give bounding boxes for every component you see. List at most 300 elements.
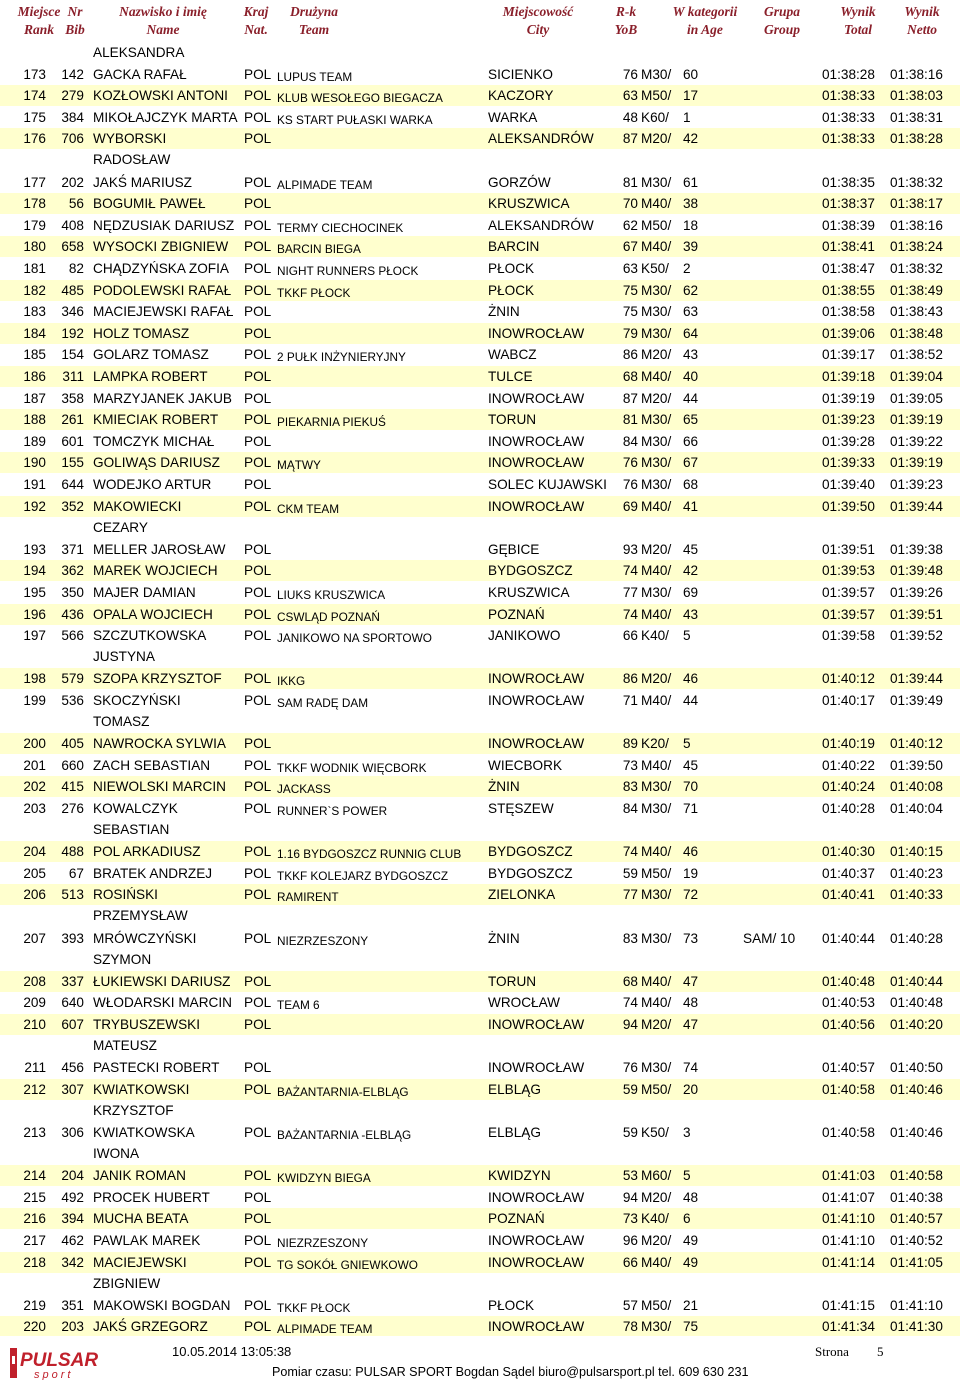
cell-yob: 93 bbox=[622, 541, 638, 557]
cell-netto: 01:39:38 bbox=[890, 541, 943, 557]
cell-name-line2: CEZARY bbox=[93, 519, 148, 535]
cell-total: 01:40:56 bbox=[822, 1017, 875, 1032]
cell-place: 49 bbox=[683, 1233, 699, 1248]
cell-team: TERMY CIECHOCINEK bbox=[277, 220, 404, 235]
cell-yob: 96 bbox=[622, 1233, 638, 1248]
cell-city: INOWROCŁAW bbox=[488, 1017, 585, 1032]
cell-bib: 660 bbox=[61, 757, 84, 773]
cell-bib: 346 bbox=[61, 304, 84, 320]
cell-city: KWIDZYN bbox=[488, 1168, 551, 1184]
cell-rank: 219 bbox=[23, 1297, 46, 1313]
page-footer bbox=[0, 1336, 960, 1384]
page-label: Strona bbox=[815, 1344, 849, 1359]
cell-team: RAMIRENT bbox=[277, 890, 339, 905]
cell-city: INOWROCŁAW bbox=[488, 1233, 585, 1248]
cell-netto: 01:39:26 bbox=[890, 585, 943, 600]
cell-yob: 89 bbox=[622, 736, 638, 752]
cell-total: 01:38:35 bbox=[822, 174, 875, 190]
cell-city: ELBLĄG bbox=[488, 1125, 541, 1140]
cell-name: PAWLAK MAREK bbox=[93, 1233, 201, 1248]
cell-nat: POL bbox=[244, 369, 272, 384]
cell-total: 01:38:41 bbox=[822, 239, 875, 255]
cell-nat: POL bbox=[244, 88, 272, 104]
cell-yob: 73 bbox=[622, 757, 638, 773]
cell-name: SKOCZYŃSKI bbox=[93, 693, 181, 708]
cell-bib: 488 bbox=[61, 844, 84, 860]
cell-nat: POL bbox=[244, 196, 272, 212]
cell-rank: 194 bbox=[23, 563, 46, 579]
cell-team: BAŻANTARNIA-ELBLĄG bbox=[277, 1084, 409, 1099]
cell-place: 21 bbox=[683, 1297, 699, 1313]
cell-bib: 342 bbox=[61, 1254, 84, 1270]
cell-name: TRYBUSZEWSKI bbox=[93, 1017, 201, 1032]
cell-rank: 207 bbox=[23, 930, 46, 946]
cell-team: ALPIMADE TEAM bbox=[277, 1322, 373, 1337]
cell-bib: 566 bbox=[61, 628, 84, 644]
cell-netto: 01:38:52 bbox=[890, 347, 943, 363]
print-datetime: 10.05.2014 13:05:38 bbox=[172, 1344, 292, 1359]
pulsar-logo-icon bbox=[10, 1346, 112, 1380]
cell-total: 01:39:50 bbox=[822, 498, 875, 514]
cell-yob: 94 bbox=[622, 1189, 638, 1205]
cell-name-line2: ZBIGNIEW bbox=[93, 1275, 161, 1291]
cell-group: SAM/ 10 bbox=[743, 930, 796, 946]
cell-cat: K40/ bbox=[641, 1211, 669, 1227]
cell-nat: POL bbox=[244, 261, 272, 276]
cell-cat: M40/ bbox=[641, 369, 672, 384]
cell-total: 01:38:47 bbox=[822, 261, 875, 276]
cell-place: 49 bbox=[683, 1254, 699, 1270]
cell-total: 01:40:28 bbox=[822, 801, 875, 816]
cell-team: NIGHT RUNNERS PŁOCK bbox=[277, 264, 419, 278]
cell-cat: M30/ bbox=[641, 325, 672, 341]
cell-name: SZOPA KRZYSZTOF bbox=[93, 671, 222, 687]
cell-total: 01:39:18 bbox=[822, 369, 875, 384]
cell-yob: 76 bbox=[622, 66, 638, 82]
cell-team: LUPUS TEAM bbox=[277, 69, 353, 84]
cell-place: 46 bbox=[683, 671, 699, 687]
cell-name: KWIATKOWSKI bbox=[93, 1081, 190, 1097]
cell-place: 69 bbox=[683, 585, 699, 600]
cell-team: JACKASS bbox=[277, 782, 331, 797]
cell-nat: POL bbox=[244, 1233, 272, 1248]
cell-team: 1.16 BYDGOSZCZ RUNNIG CLUB bbox=[277, 847, 462, 862]
cell-netto: 01:40:38 bbox=[890, 1189, 943, 1205]
cell-city: ZIELONKA bbox=[488, 887, 556, 903]
cell-bib: 456 bbox=[61, 1060, 84, 1076]
cell-name: OPALA WOJCIECH bbox=[93, 606, 213, 622]
cell-rank: 204 bbox=[23, 844, 46, 860]
cell-netto: 01:38:32 bbox=[890, 174, 943, 190]
cell-name: SZCZUTKOWSKA bbox=[93, 628, 207, 644]
cell-cat: M20/ bbox=[641, 671, 672, 687]
cell-name: MELLER JAROSŁAW bbox=[93, 541, 226, 557]
cell-team: TG SOKÓŁ GNIEWKOWO bbox=[277, 1257, 418, 1272]
cell-place: 70 bbox=[683, 779, 699, 795]
cell-netto: 01:38:24 bbox=[890, 239, 943, 255]
cell-name-line2: RADOSŁAW bbox=[93, 152, 171, 168]
cell-name: GOLIWĄS DARIUSZ bbox=[93, 455, 220, 471]
cell-total: 01:41:07 bbox=[822, 1189, 875, 1205]
cell-name: PODOLEWSKI RAFAŁ bbox=[93, 282, 232, 298]
cell-name: POL ARKADIUSZ bbox=[93, 844, 201, 860]
cell-rank: 185 bbox=[23, 347, 46, 363]
cell-netto: 01:40:44 bbox=[890, 973, 943, 989]
cell-team: TKKF KOLEJARZ BYDGOSZCZ bbox=[277, 868, 449, 883]
cell-city: ELBLĄG bbox=[488, 1081, 541, 1097]
cell-nat: POL bbox=[244, 606, 272, 622]
cell-name: NĘDZUSIAK DARIUSZ bbox=[93, 217, 235, 233]
cell-city: BARCIN bbox=[488, 239, 540, 255]
cell-nat: POL bbox=[244, 1125, 272, 1140]
cell-bib: 82 bbox=[68, 261, 84, 276]
cell-nat: POL bbox=[244, 412, 272, 428]
cell-bib: 351 bbox=[61, 1297, 84, 1313]
cell-rank: 190 bbox=[23, 455, 46, 471]
cell-name: WYBORSKI bbox=[93, 131, 167, 147]
cell-total: 01:40:53 bbox=[822, 995, 875, 1011]
cell-rank: 218 bbox=[23, 1254, 46, 1270]
cell-nat: POL bbox=[244, 887, 272, 903]
cell-nat: POL bbox=[244, 541, 272, 557]
cell-total: 01:40:37 bbox=[822, 865, 875, 881]
cell-name: MRÓWCZYŃSKI bbox=[93, 930, 197, 946]
cell-bib: 415 bbox=[61, 779, 84, 795]
cell-city: KRUSZWICA bbox=[488, 585, 570, 600]
cell-netto: 01:40:04 bbox=[890, 801, 943, 816]
cell-yob: 62 bbox=[622, 217, 638, 233]
cell-rank: 191 bbox=[23, 477, 46, 492]
cell-city: INOWROCŁAW bbox=[488, 1189, 585, 1205]
cell-bib: 67 bbox=[68, 865, 84, 881]
cell-place: 63 bbox=[683, 304, 699, 320]
cell-netto: 01:38:43 bbox=[890, 304, 943, 320]
cell-yob: 83 bbox=[622, 930, 638, 946]
cell-yob: 81 bbox=[622, 412, 638, 428]
cell-netto: 01:39:48 bbox=[890, 563, 943, 579]
cell-total: 01:41:15 bbox=[822, 1297, 875, 1313]
cell-yob: 59 bbox=[622, 1081, 638, 1097]
cell-name: JAKŚ MARIUSZ bbox=[93, 174, 192, 190]
cell-place: 60 bbox=[683, 66, 699, 82]
cell-bib: 155 bbox=[61, 455, 84, 471]
cell-team: NIEZRZESZONY bbox=[277, 1236, 369, 1250]
cell-nat: POL bbox=[244, 131, 272, 147]
cell-rank: 217 bbox=[23, 1233, 46, 1248]
cell-yob: 81 bbox=[622, 174, 638, 190]
cell-name-line2: PRZEMYSŁAW bbox=[93, 908, 188, 924]
cell-team: TKKF PŁOCK bbox=[277, 285, 351, 300]
cell-yob: 66 bbox=[622, 1254, 638, 1270]
cell-yob: 79 bbox=[622, 325, 638, 341]
cell-name: JAKŚ GRZEGORZ bbox=[93, 1319, 208, 1335]
cell-place: 5 bbox=[683, 1168, 691, 1184]
cell-city: SICIENKO bbox=[488, 66, 553, 82]
cell-city: INOWROCŁAW bbox=[488, 736, 585, 752]
cell-bib: 142 bbox=[61, 66, 84, 82]
cell-city: ALEKSANDRÓW bbox=[488, 217, 594, 233]
cell-team: LIUKS KRUSZWICA bbox=[277, 588, 386, 602]
cell-total: 01:41:03 bbox=[822, 1168, 875, 1184]
cell-nat: POL bbox=[244, 563, 272, 579]
cell-rank: 215 bbox=[23, 1189, 46, 1205]
cell-netto: 01:41:30 bbox=[890, 1319, 943, 1335]
cell-yob: 70 bbox=[622, 196, 638, 212]
cell-nat: POL bbox=[244, 239, 272, 255]
cell-place: 48 bbox=[683, 1189, 699, 1205]
cell-netto: 01:39:19 bbox=[890, 412, 943, 428]
cell-rank: 195 bbox=[23, 585, 46, 600]
table-header bbox=[0, 0, 960, 42]
cell-name: PROCEK HUBERT bbox=[93, 1189, 210, 1205]
cell-total: 01:38:33 bbox=[822, 109, 875, 125]
cell-name: ZACH SEBASTIAN bbox=[93, 757, 211, 773]
cell-place: 73 bbox=[683, 930, 699, 946]
cell-rank: 186 bbox=[23, 369, 46, 384]
cell-cat: K50/ bbox=[641, 1125, 669, 1140]
cell-cat: M40/ bbox=[641, 844, 672, 860]
cell-rank: 196 bbox=[23, 606, 46, 622]
cell-cat: M40/ bbox=[641, 498, 672, 514]
cell-cat: M30/ bbox=[641, 433, 672, 449]
cell-cat: M20/ bbox=[641, 1017, 672, 1032]
cell-place: 72 bbox=[683, 887, 699, 903]
timing-info: Pomiar czasu: PULSAR SPORT Bogdan Sądel biuro@pulsarsport.pl tel. 609 630 231 bbox=[272, 1365, 749, 1379]
cell-name: MIKOŁAJCZYK MARTA bbox=[93, 109, 238, 125]
cell-bib: 405 bbox=[61, 736, 84, 752]
cell-total: 01:39:57 bbox=[822, 606, 875, 622]
cell-yob: 87 bbox=[622, 131, 638, 147]
cell-nat: POL bbox=[244, 736, 272, 752]
cell-total: 01:41:34 bbox=[822, 1319, 875, 1335]
cell-team: KLUB WESOŁEGO BIEGACZA bbox=[277, 91, 443, 106]
cell-nat: POL bbox=[244, 1081, 272, 1097]
cell-team: 2 PUŁK INŻYNIERYJNY bbox=[277, 350, 406, 365]
cell-yob: 76 bbox=[622, 455, 638, 471]
cell-rank: 213 bbox=[23, 1125, 46, 1140]
header-name: Nazwisko i imię Name bbox=[119, 4, 207, 37]
cell-team: MĄTWY bbox=[277, 458, 321, 473]
cell-city: INOWROCŁAW bbox=[488, 1319, 585, 1335]
cell-team: ALPIMADE TEAM bbox=[277, 177, 373, 192]
cell-total: 01:38:37 bbox=[822, 196, 875, 212]
cell-nat: POL bbox=[244, 1017, 272, 1032]
cell-bib: 536 bbox=[61, 693, 84, 708]
cell-rank: 209 bbox=[23, 995, 46, 1011]
cell-city: INOWROCŁAW bbox=[488, 1060, 585, 1076]
cell-total: 01:40:58 bbox=[822, 1081, 875, 1097]
cell-rank: 192 bbox=[23, 498, 46, 514]
cell-nat: POL bbox=[244, 433, 272, 449]
cell-yob: 83 bbox=[622, 779, 638, 795]
cell-netto: 01:38:17 bbox=[890, 196, 943, 212]
cell-yob: 77 bbox=[622, 585, 638, 600]
cell-city: INOWROCŁAW bbox=[488, 325, 585, 341]
cell-bib: 579 bbox=[61, 671, 84, 687]
cell-yob: 94 bbox=[622, 1017, 638, 1032]
cell-cat: M20/ bbox=[641, 131, 672, 147]
cell-netto: 01:39:04 bbox=[890, 369, 943, 384]
cell-bib: 485 bbox=[61, 282, 84, 298]
cell-city: TORUN bbox=[488, 412, 537, 428]
cell-rank: 189 bbox=[23, 433, 46, 449]
cell-team: RUNNER`S POWER bbox=[277, 804, 388, 818]
cell-nat: POL bbox=[244, 671, 272, 687]
cell-name-line2: SEBASTIAN bbox=[93, 822, 170, 837]
cell-bib: 350 bbox=[61, 585, 84, 600]
cell-cat: M30/ bbox=[641, 304, 672, 320]
cell-name: KOZŁOWSKI ANTONI bbox=[93, 88, 228, 104]
cell-team: BAŻANTARNIA -ELBLĄG bbox=[277, 1128, 412, 1142]
cell-total: 01:40:58 bbox=[822, 1125, 875, 1140]
cell-nat: POL bbox=[244, 973, 272, 989]
cell-netto: 01:38:16 bbox=[890, 217, 943, 233]
cell-name: MAKOWIECKI bbox=[93, 498, 182, 514]
cell-nat: POL bbox=[244, 585, 272, 600]
cell-place: 44 bbox=[683, 693, 699, 708]
cell-cat: M60/ bbox=[641, 1168, 672, 1184]
cell-yob: 53 bbox=[622, 1168, 638, 1184]
cell-city: WABCZ bbox=[488, 347, 537, 363]
cell-cat: M30/ bbox=[641, 1060, 672, 1076]
cell-netto: 01:39:19 bbox=[890, 455, 943, 471]
cell-bib: 607 bbox=[61, 1017, 84, 1032]
cell-team: TEAM 6 bbox=[277, 998, 320, 1013]
cell-yob: 75 bbox=[622, 304, 638, 320]
cell-name: WŁODARSKI MARCIN bbox=[93, 995, 232, 1011]
cell-place: 45 bbox=[683, 541, 699, 557]
cell-team: IKKG bbox=[277, 674, 306, 689]
cell-netto: 01:40:12 bbox=[890, 736, 943, 752]
cell-nat: POL bbox=[244, 498, 272, 514]
cell-netto: 01:40:58 bbox=[890, 1168, 943, 1184]
cell-netto: 01:38:28 bbox=[890, 131, 943, 147]
cell-nat: POL bbox=[244, 1319, 272, 1335]
cell-name: NIEWOLSKI MARCIN bbox=[93, 779, 226, 795]
cell-cat: M40/ bbox=[641, 693, 672, 708]
cell-place: 41 bbox=[683, 498, 699, 514]
cell-total: 01:41:10 bbox=[822, 1211, 875, 1227]
cell-name: KOWALCZYK bbox=[93, 801, 178, 816]
cell-name-line2: JUSTYNA bbox=[93, 649, 155, 665]
cell-bib: 644 bbox=[61, 477, 84, 492]
cell-netto: 01:39:23 bbox=[890, 477, 943, 492]
cell-city: INOWROCŁAW bbox=[488, 498, 585, 514]
cell-bib: 307 bbox=[61, 1081, 84, 1097]
cell-yob: 68 bbox=[622, 369, 638, 384]
cell-cat: M30/ bbox=[641, 282, 672, 298]
cell-bib: 154 bbox=[61, 347, 84, 363]
cell-city: WIECBORK bbox=[488, 757, 563, 773]
cell-netto: 01:40:46 bbox=[890, 1125, 943, 1140]
cell-place: 42 bbox=[683, 563, 699, 579]
cell-bib: 658 bbox=[61, 239, 84, 255]
cell-name: ROSIŃSKI bbox=[93, 887, 158, 903]
cell-cat: M30/ bbox=[641, 455, 672, 471]
cell-city: PŁOCK bbox=[488, 1297, 535, 1313]
cell-rank: 197 bbox=[23, 628, 46, 644]
cell-total: 01:39:51 bbox=[822, 541, 875, 557]
cell-city: JANIKOWO bbox=[488, 628, 561, 644]
cell-cat: M40/ bbox=[641, 995, 672, 1011]
cell-bib: 408 bbox=[61, 217, 84, 233]
cell-place: 20 bbox=[683, 1081, 699, 1097]
cell-rank: 188 bbox=[23, 412, 46, 428]
cell-name-line2: SZYMON bbox=[93, 951, 152, 967]
header-category: W kategorii in Age bbox=[672, 4, 738, 37]
cell-total: 01:38:39 bbox=[822, 217, 875, 233]
cell-netto: 01:41:05 bbox=[890, 1254, 943, 1270]
cell-total: 01:40:44 bbox=[822, 930, 875, 946]
cell-total: 01:39:33 bbox=[822, 455, 875, 471]
cell-name: MACIEJEWSKI RAFAŁ bbox=[93, 304, 234, 320]
cell-netto: 01:40:28 bbox=[890, 930, 943, 946]
cell-bib: 393 bbox=[61, 930, 84, 946]
cell-cat: M30/ bbox=[641, 585, 672, 600]
cell-total: 01:39:53 bbox=[822, 563, 875, 579]
cell-rank: 184 bbox=[23, 325, 46, 341]
cell-city: GĘBICE bbox=[488, 541, 540, 557]
cell-total: 01:38:33 bbox=[822, 88, 875, 104]
cell-rank: 193 bbox=[23, 541, 46, 557]
cell-place: 47 bbox=[683, 1017, 699, 1032]
cell-yob: 76 bbox=[622, 1060, 638, 1076]
cell-nat: POL bbox=[244, 757, 272, 773]
cell-netto: 01:39:05 bbox=[890, 390, 943, 406]
cell-city: GORZÓW bbox=[488, 174, 551, 190]
cell-total: 01:38:33 bbox=[822, 131, 875, 147]
cell-bib: 371 bbox=[61, 541, 84, 557]
cell-cat: M20/ bbox=[641, 1189, 672, 1205]
cell-place: 17 bbox=[683, 88, 699, 104]
cell-bib: 362 bbox=[61, 563, 84, 579]
cell-netto: 01:40:08 bbox=[890, 779, 943, 795]
cell-yob: 75 bbox=[622, 282, 638, 298]
cell-nat: POL bbox=[244, 66, 272, 82]
cell-rank: 175 bbox=[23, 109, 46, 125]
cell-nat: POL bbox=[244, 930, 272, 946]
cell-nat: POL bbox=[244, 1168, 272, 1184]
cell-nat: POL bbox=[244, 693, 272, 708]
cell-bib: 337 bbox=[61, 973, 84, 989]
cell-city: WROCŁAW bbox=[488, 995, 560, 1011]
cell-total: 01:38:28 bbox=[822, 66, 875, 82]
cell-netto: 01:39:49 bbox=[890, 693, 943, 708]
cell-city: ŻNIN bbox=[488, 779, 520, 795]
cell-total: 01:41:14 bbox=[822, 1254, 875, 1270]
cell-rank: 187 bbox=[23, 390, 46, 406]
cell-city: INOWROCŁAW bbox=[488, 390, 585, 406]
cell-place: 48 bbox=[683, 995, 699, 1011]
cell-team: TKKF WODNIK WIĘCBORK bbox=[277, 760, 427, 775]
cell-city: ŻNIN bbox=[488, 930, 520, 946]
cell-name: BRATEK ANDRZEJ bbox=[93, 865, 213, 881]
cell-name-line2: TOMASZ bbox=[93, 714, 150, 729]
cell-yob: 69 bbox=[622, 498, 638, 514]
cell-name: PASTECKI ROBERT bbox=[93, 1060, 220, 1076]
cell-nat: POL bbox=[244, 455, 272, 471]
cell-name: JANIK ROMAN bbox=[93, 1168, 186, 1184]
cell-bib: 706 bbox=[61, 131, 84, 147]
cell-place: 19 bbox=[683, 865, 699, 881]
cell-place: 67 bbox=[683, 455, 699, 471]
cell-nat: POL bbox=[244, 347, 272, 363]
cell-place: 5 bbox=[683, 628, 691, 644]
cell-netto: 01:40:46 bbox=[890, 1081, 943, 1097]
cell-name: CHĄDZYŃSKA ZOFIA bbox=[93, 261, 229, 276]
cell-place: 3 bbox=[683, 1125, 691, 1140]
cell-bib: 204 bbox=[61, 1168, 84, 1184]
